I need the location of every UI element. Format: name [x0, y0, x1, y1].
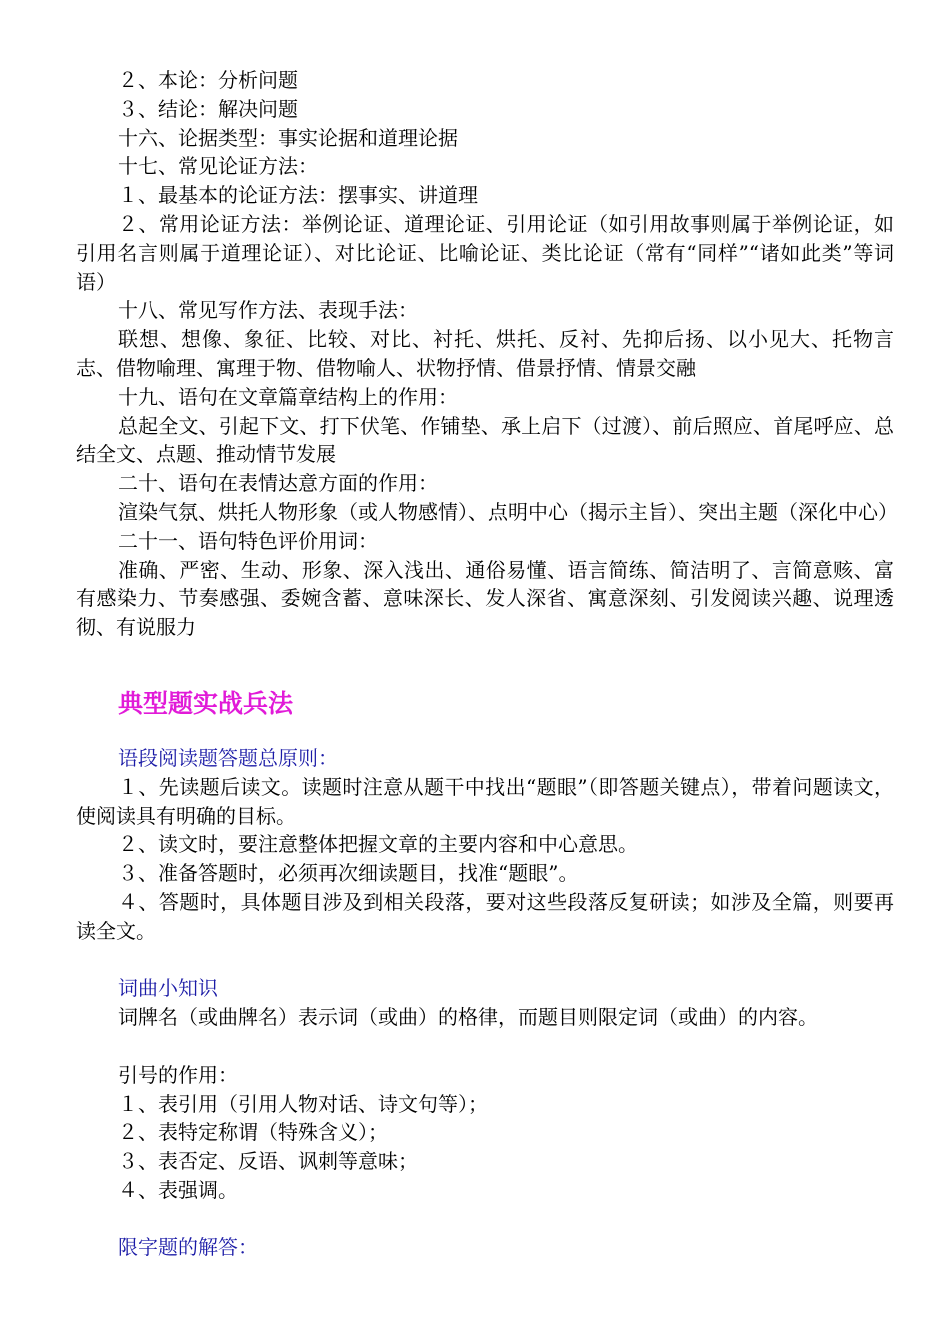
- principle-item: ４、答题时，具体题目涉及到相关段落，要对这些段落反复研读；如涉及全篇，则要再读全文。: [76, 889, 894, 943]
- text-paragraph: 联想、想像、象征、比较、对比、衬托、烘托、反衬、先抑后扬、以小见大、托物言志、借物喻理、寓理于物、借物喻人、状物抒情、借景抒情、情景交融: [76, 327, 894, 380]
- text-paragraph: 准确、严密、生动、形象、深入浅出、通俗易懂、语言简练、简洁明了、言简意赅、富有感染力、节奏感强、委婉含蓄、意味深长、发人深省、寓意深刻、引发阅读兴趣、说理透彻、有说服力: [76, 557, 894, 640]
- text-line: ２、本论：分析问题: [118, 68, 298, 92]
- text-paragraph: 总起全文、引起下文、打下伏笔、作铺垫、承上启下（过渡）、前后照应、首尾呼应、总结全文、点题、推动情节发展: [76, 413, 894, 467]
- text-line: 十七、常见论证方法：: [118, 154, 318, 179]
- text-paragraph: 渲染气氛、烘托人物形象（或人物感情）、点明中心（揭示主旨）、突出主题（深化中心）: [118, 499, 898, 524]
- document-page: [76, 66, 898, 1262]
- principles-heading: 语段阅读题答题总原则：: [118, 745, 338, 770]
- text-line: 二十、语句在表情达意方面的作用：: [118, 471, 438, 496]
- text-line: 十八、常见写作方法、表现手法：: [118, 298, 418, 323]
- text-line: 十六、论据类型：事实论据和道理论据: [118, 125, 458, 150]
- text-paragraph: ２、常用论证方法：举例论证、道理论证、引用论证（如引用故事则属于举例论证，如引用名言则属于道理论证）、对比论证、比喻论证、类比论证（常有“同样”“诸如此类”等词语）: [76, 211, 894, 294]
- ci-qu-text: 词牌名（或曲牌名）表示词（或曲）的格律，而题目则限定词（或曲）的内容。: [118, 1005, 818, 1030]
- quote-item: ２、表特定称谓（特殊含义）；: [118, 1120, 388, 1145]
- principle-item: ２、读文时，要注意整体把握文章的主要内容和中心意思。: [118, 832, 638, 857]
- section-title: 典型题实战兵法: [118, 688, 294, 718]
- quote-item: ３、表否定、反语、讽刺等意味；: [118, 1149, 418, 1174]
- text-line: １、最基本的论证方法：摆事实、讲道理: [118, 183, 478, 208]
- principle-item: １、先读题后读文。读题时注意从题干中找出“题眼”（即答题关键点），带着问题读文，使阅读具有明确的目标。: [76, 774, 894, 828]
- quote-item: ４、表强调。: [118, 1177, 238, 1202]
- ci-qu-heading: 词曲小知识: [118, 976, 218, 1001]
- limit-heading: 限字题的解答：: [118, 1235, 258, 1260]
- quotes-heading: 引号的作用：: [118, 1062, 238, 1087]
- quote-item: １、表引用（引用人物对话、诗文句等）；: [118, 1091, 488, 1116]
- principle-item: ３、准备答题时，必须再次细读题目，找准“题眼”。: [118, 861, 579, 886]
- text-line: 十九、语句在文章篇章结构上的作用：: [118, 384, 458, 409]
- text-line: 二十一、语句特色评价用词：: [118, 528, 378, 553]
- text-line: ３、结论：解决问题: [118, 96, 298, 121]
